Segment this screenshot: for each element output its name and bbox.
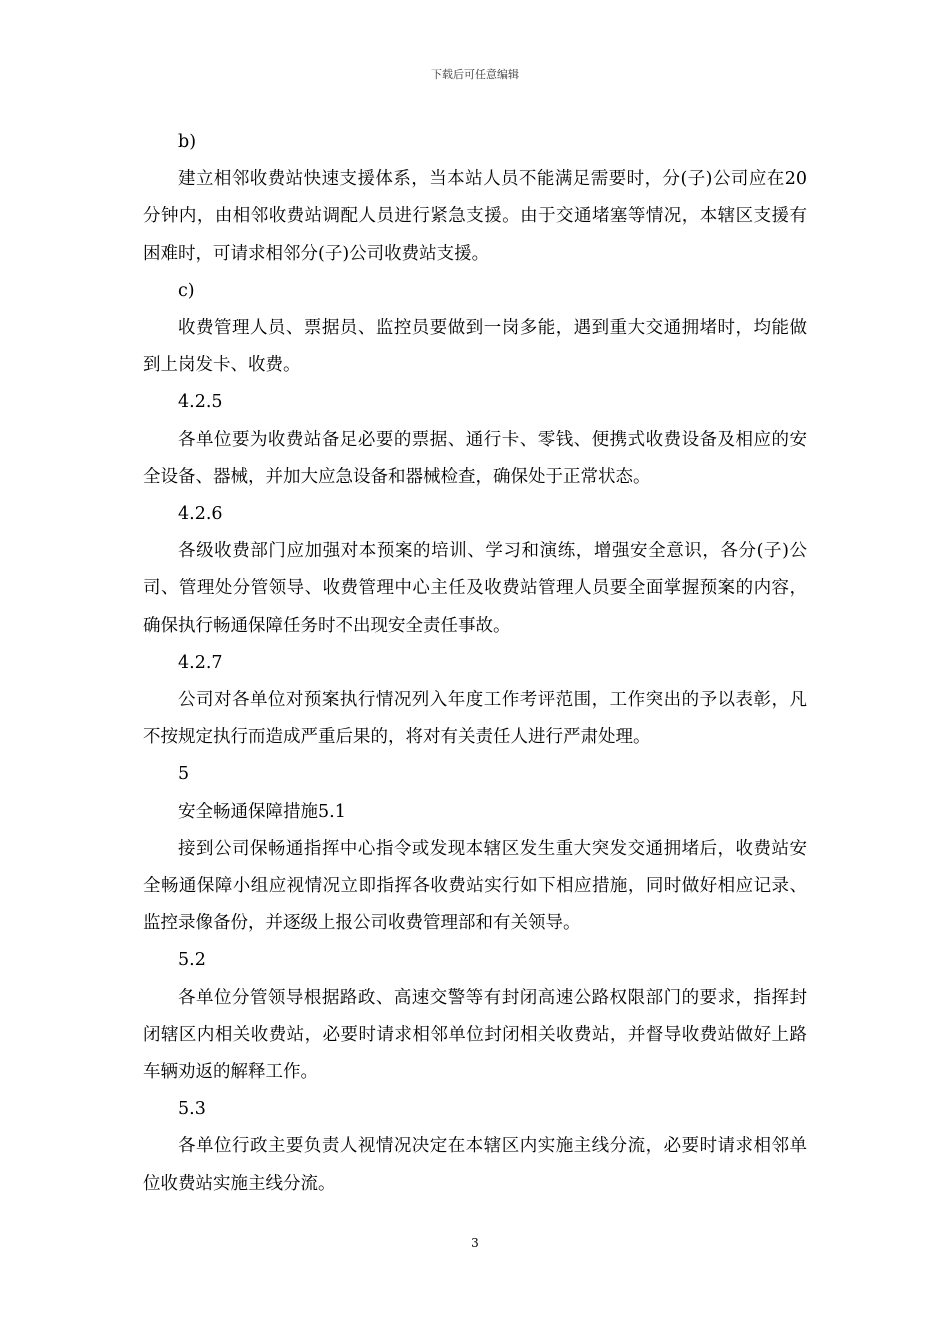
paragraph-closure: 各单位分管领导根据路政、高速交警等有封闭高速公路权限部门的要求，指挥封闭辖区内相关收费站，必要时请求相邻单位封闭相关收费站，并督导收费站做好上路车辆劝返的解释工作。 [143, 987, 807, 1083]
section-number-4-2-6: 4.2.6 [178, 504, 223, 525]
paragraph-multi-skill: 收费管理人员、票据员、监控员要做到一岗多能，遇到重大交通拥堵时，均能做到上岗发卡、收费。 [143, 318, 807, 376]
section-number-5-2: 5.2 [178, 950, 206, 971]
section-number-5-3: 5.3 [178, 1099, 206, 1120]
paragraph-training: 各级收费部门应加强对本预案的培训、学习和演练，增强安全意识，各分(子)公司、管理处分管领导、收费管理中心主任及收费站管理人员要全面掌握预案的内容，确保执行畅通保障任务时不出现安全责任事故。 [143, 541, 807, 636]
paragraph-evaluation: 公司对各单位对预案执行情况列入年度工作考评范围，工作突出的予以表彰，凡不按规定执行而造成严重后果的，将对有关责任人进行严肃处理。 [143, 690, 807, 748]
paragraph-equipment: 各单位要为收费站备足必要的票据、通行卡、零钱、便携式收费设备及相应的安全设备、器械，并加大应急设备和器械检查，确保处于正常状态。 [143, 429, 807, 487]
paragraph-diversion: 各单位行政主要负责人视情况决定在本辖区内实施主线分流，必要时请求相邻单位收费站实施主线分流。 [143, 1136, 807, 1194]
page-number: 3 [471, 1236, 479, 1250]
list-marker-c: c) [178, 280, 195, 301]
paragraph-support-system: 建立相邻收费站快速支援体系，当本站人员不能满足需要时，分(子)公司应在20分钟内，由相邻收费站调配人员进行紧急支援。由于交通堵塞等情况，本辖区支援有困难时，可请求相邻分(子)公司收费站支援。 [143, 169, 807, 264]
section-number-4-2-7: 4.2.7 [178, 652, 223, 673]
page-header-note: 下载后可任意编辑 [431, 68, 519, 81]
section-heading-safety-measures: 安全畅通保障措施5.1 [178, 801, 346, 822]
list-marker-b: b) [178, 132, 197, 152]
section-number-5: 5 [178, 764, 190, 785]
section-number-4-2-5: 4.2.5 [178, 392, 223, 413]
paragraph-command-center: 接到公司保畅通指挥中心指令或发现本辖区发生重大突发交通拥堵后，收费站安全畅通保障小组应视情况立即指挥各收费站实行如下相应措施，同时做好相应记录、监控录像备份，并逐级上报公司收费管理部和有关领导。 [143, 838, 807, 934]
document-body [143, 124, 807, 1203]
